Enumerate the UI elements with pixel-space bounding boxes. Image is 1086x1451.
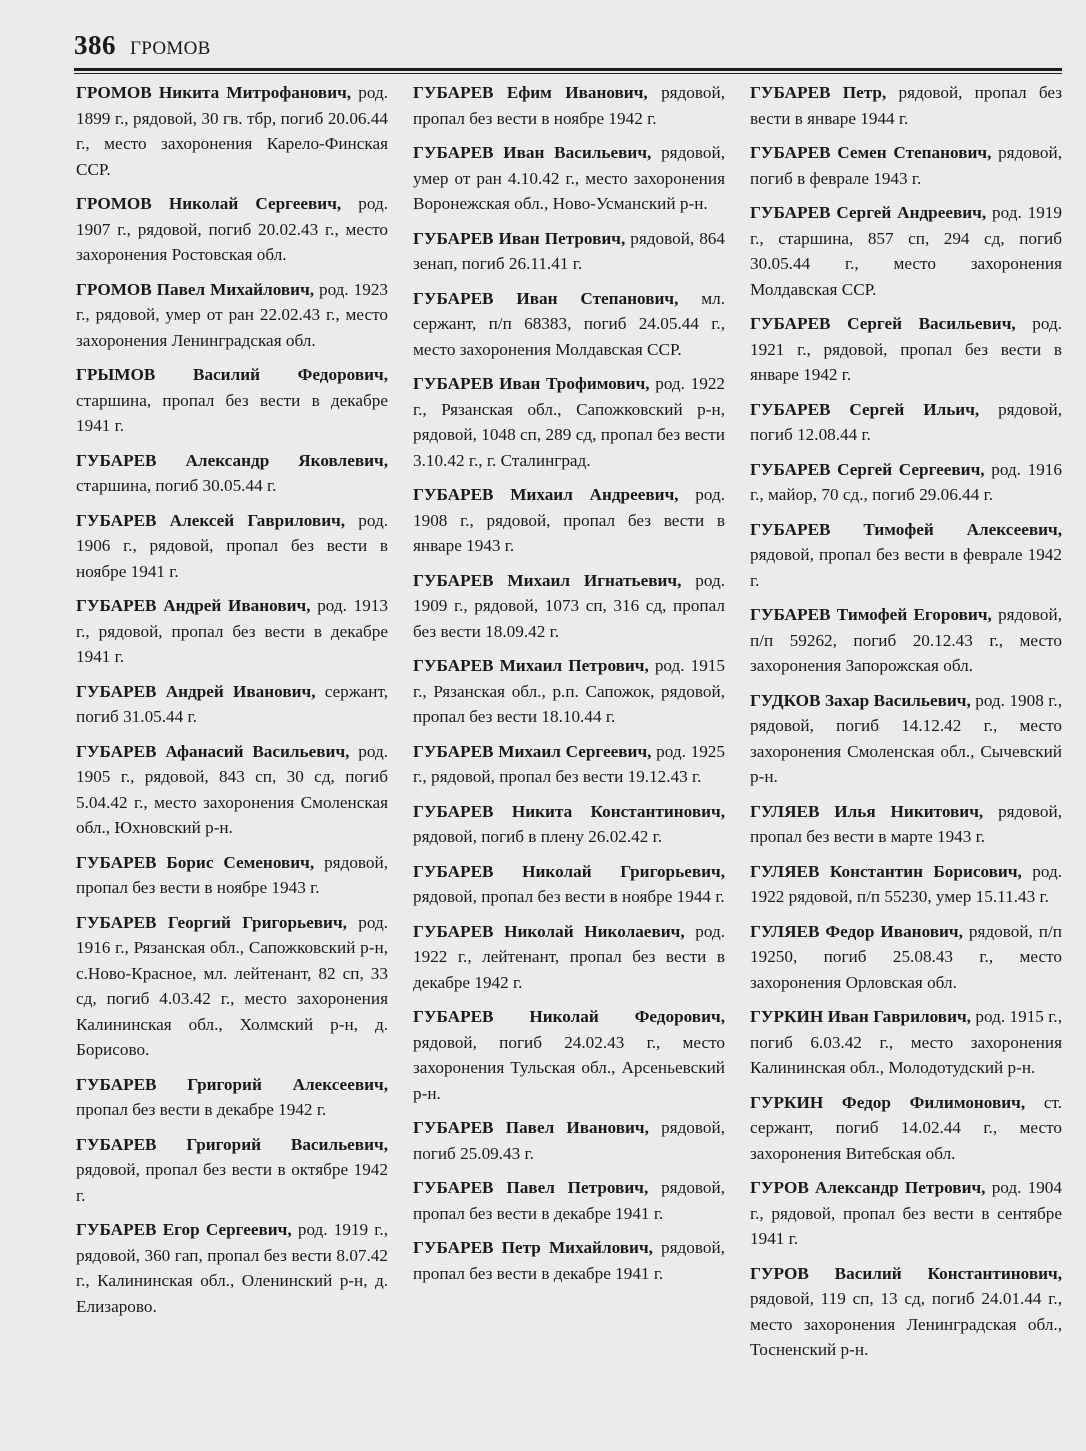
entry (413, 653, 725, 730)
header-rule-thin (74, 73, 1062, 74)
entry-details: рядовой, п/п 59262, погиб 20.12.43 г., место захоронения Запорожская обл. (750, 605, 1062, 675)
entry-details: рядовой, пропал без вести в ноябре 1944 г. (413, 887, 725, 906)
entry-name: ГУБАРЕВ Афанасий Васильевич, (76, 741, 350, 761)
entry (750, 799, 1062, 850)
entry-name: ГУБАРЕВ Сергей Васильевич, (750, 314, 1016, 333)
entry (750, 140, 1062, 191)
entry (76, 593, 388, 670)
entry (750, 688, 1062, 790)
entry-details: рядовой, пропал без вести в феврале 1942 г. (750, 545, 1062, 590)
entry (76, 191, 388, 268)
entry-name: ГУБАРЕВ Михаил Сергеевич, (413, 741, 652, 761)
page-header (74, 30, 1062, 66)
entry-name: ГУБАРЕВ Тимофей Егорович, (750, 605, 992, 624)
entry-details: род. 1905 г., рядовой, 843 сп, 30 сд, погиб 5.04.42 г., место захоронения Смоленская обл., Юхновский р-н. (76, 741, 388, 837)
entry-name: ГУДКОВ Захар Васильевич, (750, 690, 971, 710)
entry (413, 919, 725, 996)
column-middle (413, 80, 726, 1283)
entry-name: ГУБАРЕВ Григорий Алексеевич, (76, 1074, 388, 1094)
entry-details: старшина, погиб 30.05.44 г. (76, 476, 277, 495)
entry-details: рядовой, пропал без вести в декабре 1941 г. (413, 1178, 725, 1223)
entry-details: рядовой, пропал без вести в декабре 1941 г. (413, 1238, 725, 1283)
column-right (750, 80, 1063, 1359)
entry (76, 739, 388, 841)
entry-name: ГУБАРЕВ Николай Николаевич, (413, 921, 685, 941)
entry (413, 1175, 725, 1226)
entry-name: ГУБАРЕВ Иван Степанович, (413, 288, 679, 308)
entry-details: старшина, пропал без вести в декабре 1941 г. (76, 390, 388, 435)
entry-name: ГУЛЯЕВ Федор Иванович, (750, 921, 963, 941)
entry (750, 1090, 1062, 1167)
entry-details: рядовой, п/п 19250, погиб 25.08.43 г., место захоронения Орловская обл. (750, 921, 1062, 992)
entry (76, 1217, 388, 1319)
entry-details: род. 1915 г., погиб 6.03.42 г., место захоронения Калининская обл., Молодотудский р-н. (750, 1007, 1063, 1077)
entry-name: ГУБАРЕВ Михаил Андреевич, (413, 485, 679, 504)
entry (750, 1261, 1062, 1363)
entry-name: ГУБАРЕВ Сергей Андреевич, (750, 203, 987, 222)
entry-details: рядовой, умер от ран 4.10.42 г., место захоронения Воронежская обл., Ново-Усманский р-н. (413, 143, 725, 213)
entry (413, 859, 725, 910)
entry-name: ГУБАРЕВ Петр Михайлович, (413, 1238, 653, 1257)
entry-details: рядовой, 864 зенап, погиб 26.11.41 г. (413, 228, 725, 273)
entry-name: ГУРКИН Федор Филимонович, (750, 1092, 1026, 1112)
entry-name: ГУБАРЕВ Петр, (750, 83, 887, 102)
entry-name: ГУБАРЕВ Андрей Иванович, (76, 596, 311, 615)
entry (750, 517, 1062, 594)
entry-details: род. 1909 г., рядовой, 1073 сп, 316 сд, пропал без вести 18.09.42 г. (413, 570, 726, 641)
entry-name: ГУБАРЕВ Семен Степанович, (750, 143, 992, 162)
entry-details: род. 1913 г., рядовой, пропал без вести в декабре 1941 г. (76, 596, 388, 666)
entry (750, 457, 1062, 508)
entry-details: рядовой, погиб в феврале 1943 г. (750, 143, 1062, 188)
entry (76, 80, 388, 182)
entry (750, 919, 1062, 996)
entry (413, 140, 725, 217)
entry-details: рядовой, погиб 24.02.43 г., место захоронения Тульская обл., Арсеньевский р-н. (413, 1032, 725, 1103)
entry (750, 1004, 1062, 1081)
entry (413, 80, 725, 131)
entry-details: род. 1922 рядовой, п/п 55230, умер 15.11.43 г. (750, 861, 1062, 906)
entry-name: ГУБАРЕВ Николай Григорьевич, (413, 861, 725, 881)
entry-details: рядовой, погиб в плену 26.02.42 г. (413, 827, 663, 846)
entry-name: ГУБАРЕВ Григорий Васильевич, (76, 1134, 388, 1154)
entry-details: сержант, погиб 31.05.44 г. (76, 681, 388, 726)
entry-details: рядовой, 119 сп, 13 сд, погиб 24.01.44 г., место захоронения Ленинградская обл., Тосненский р-н. (750, 1289, 1062, 1359)
entry-details: род. 1916 г., майор, 70 сд., погиб 29.06.44 г. (750, 459, 1062, 504)
column-left (76, 80, 389, 1316)
entry-name: ГУБАРЕВ Михаил Игнатьевич, (413, 570, 682, 590)
entry (750, 200, 1062, 302)
running-head: ГРОМОВ (130, 38, 211, 59)
entry (750, 602, 1062, 679)
entry-details: род. 1907 г., рядовой, погиб 20.02.43 г., место захоронения Ростовская обл. (76, 194, 388, 264)
entry-details: рядовой, погиб 12.08.44 г. (750, 399, 1062, 444)
entry-details: род. 1925 г., рядовой, пропал без вести 19.12.43 г. (413, 741, 725, 786)
entry-name: ГУЛЯЕВ Илья Никитович, (750, 801, 984, 821)
entry-details: род. 1922 г., Рязанская обл., Сапожковский р-н, рядовой, 1048 сп, 289 сд, пропал без вести 3.10.42 г., г. Сталинград. (413, 374, 726, 470)
entry (413, 286, 725, 363)
entry-details: мл. сержант, п/п 68383, погиб 24.05.44 г., место захоронения Молдавская ССР. (413, 288, 725, 359)
entry-name: ГУБАРЕВ Сергей Ильич, (750, 399, 980, 419)
entry-details: род. 1908 г., рядовой, пропал без вести в январе 1943 г. (413, 485, 725, 555)
entry-name: ГУБАРЕВ Никита Константинович, (413, 801, 725, 821)
entry-name: ГУБАРЕВ Николай Федорович, (413, 1007, 725, 1026)
entry-name: ГУРОВ Василий Константинович, (750, 1263, 1062, 1283)
entry-name: ГУЛЯЕВ Константин Борисович, (750, 861, 1022, 881)
entry-name: ГУБАРЕВ Павел Иванович, (413, 1118, 649, 1137)
entry (76, 850, 388, 901)
header-rule (74, 68, 1062, 71)
entry (76, 679, 388, 730)
entry-name: ГУБАРЕВ Иван Петрович, (413, 228, 626, 248)
entry (413, 799, 725, 850)
entry-details: род. 1906 г., рядовой, пропал без вести в ноябре 1941 г. (76, 510, 388, 581)
entry-details: род. 1923 г., рядовой, умер от ран 22.02.43 г., место захоронения Ленинградская обл. (76, 279, 389, 350)
entry-details: род. 1922 г., лейтенант, пропал без вести в декабре 1942 г. (413, 921, 725, 992)
entry-name: ГРЫМОВ Василий Федорович, (76, 365, 388, 384)
entry (413, 568, 725, 645)
entry (750, 859, 1062, 910)
entry-name: ГУБАРЕВ Андрей Иванович, (76, 681, 316, 701)
entry-details: ст. сержант, погиб 14.02.44 г., место захоронения Витебская обл. (750, 1092, 1062, 1163)
entry (413, 371, 725, 473)
entry-details: род. 1908 г., рядовой, погиб 14.12.42 г., место захоронения Смоленская обл., Сычевский р-н. (750, 690, 1063, 786)
entry-details: род. 1915 г., Рязанская обл., р.п. Сапожок, рядовой, пропал без вести 18.10.44 г. (413, 656, 725, 726)
entry (76, 1132, 388, 1209)
entry-details: пропал без вести в декабре 1942 г. (76, 1100, 327, 1119)
entry-details: рядовой, пропал без вести в ноябре 1942 г. (413, 83, 725, 128)
entry (750, 311, 1062, 388)
entry (413, 739, 725, 790)
entry (750, 1175, 1062, 1252)
entry-name: ГУБАРЕВ Павел Петрович, (413, 1178, 649, 1197)
entry-details: род. 1916 г., Рязанская обл., Сапожковский р-н, с.Ново-Красное, мл. лейтенант, 82 сп, 33 сд, погиб 4.03.42 г., место захоронения Калининская обл., Холмский р-н, д. Борисово. (76, 912, 388, 1059)
entry-name: ГУБАРЕВ Иван Трофимович, (413, 374, 650, 393)
entry-name: ГУБАРЕВ Иван Васильевич, (413, 143, 652, 162)
entry (76, 362, 388, 439)
entry (413, 226, 725, 277)
entry (413, 1115, 725, 1166)
entry-name: ГУБАРЕВ Алексей Гаврилович, (76, 510, 346, 530)
entry-name: ГРОМОВ Никита Митрофанович, (76, 83, 352, 102)
entry-details: род. 1919 г., рядовой, 360 гап, пропал без вести 8.07.42 г., Калининская обл., Оленинский р-н, д. Елизарово. (76, 1220, 389, 1316)
entry-name: ГУБАРЕВ Михаил Петрович, (413, 656, 649, 675)
entry-details: род. 1899 г., рядовой, 30 гв. тбр, погиб 20.06.44 г., место захоронения Карело-Финская ССР. (76, 83, 388, 179)
entry-name: ГУБАРЕВ Георгий Григорьевич, (76, 912, 347, 932)
entry (76, 910, 388, 1063)
entry (413, 1004, 725, 1106)
text-columns (76, 80, 1063, 1359)
entry-details: род. 1904 г., рядовой, пропал без вести в сентябре 1941 г. (750, 1178, 1062, 1248)
entry (76, 1072, 388, 1123)
entry-name: ГУРКИН Иван Гаврилович, (750, 1007, 971, 1026)
entry-name: ГУРОВ Александр Петрович, (750, 1178, 986, 1197)
entry-name: ГУБАРЕВ Тимофей Алексеевич, (750, 519, 1062, 539)
entry-details: рядовой, пропал без вести в марте 1943 г. (750, 801, 1062, 846)
entry (413, 482, 725, 559)
entry-name: ГРОМОВ Николай Сергеевич, (76, 194, 342, 213)
entry (750, 80, 1062, 131)
entry-name: ГРОМОВ Павел Михайлович, (76, 279, 315, 299)
entry-details: род. 1921 г., рядовой, пропал без вести в январе 1942 г. (750, 314, 1062, 384)
entry-details: рядовой, пропал без вести в октябре 1942 г. (76, 1160, 388, 1205)
entry-details: рядовой, пропал без вести в январе 1944 г. (750, 83, 1063, 128)
entry-name: ГУБАРЕВ Ефим Иванович, (413, 83, 648, 102)
entry (76, 508, 388, 585)
entry-name: ГУБАРЕВ Александр Яковлевич, (76, 450, 388, 470)
entry (413, 1235, 725, 1286)
page-number: 386 (74, 30, 116, 60)
entry (76, 277, 388, 354)
entry-details: род. 1919 г., старшина, 857 сп, 294 сд, погиб 30.05.44 г., место захоронения Молдавская ССР. (750, 203, 1062, 299)
entry (750, 397, 1062, 448)
entry-name: ГУБАРЕВ Сергей Сергеевич, (750, 459, 985, 479)
entry-details: рядовой, пропал без вести в ноябре 1943 г. (76, 852, 388, 897)
entry-details: рядовой, погиб 25.09.43 г. (413, 1118, 725, 1163)
entry-name: ГУБАРЕВ Егор Сергеевич, (76, 1220, 292, 1239)
entry-name: ГУБАРЕВ Борис Семенович, (76, 852, 315, 872)
entry (76, 448, 388, 499)
